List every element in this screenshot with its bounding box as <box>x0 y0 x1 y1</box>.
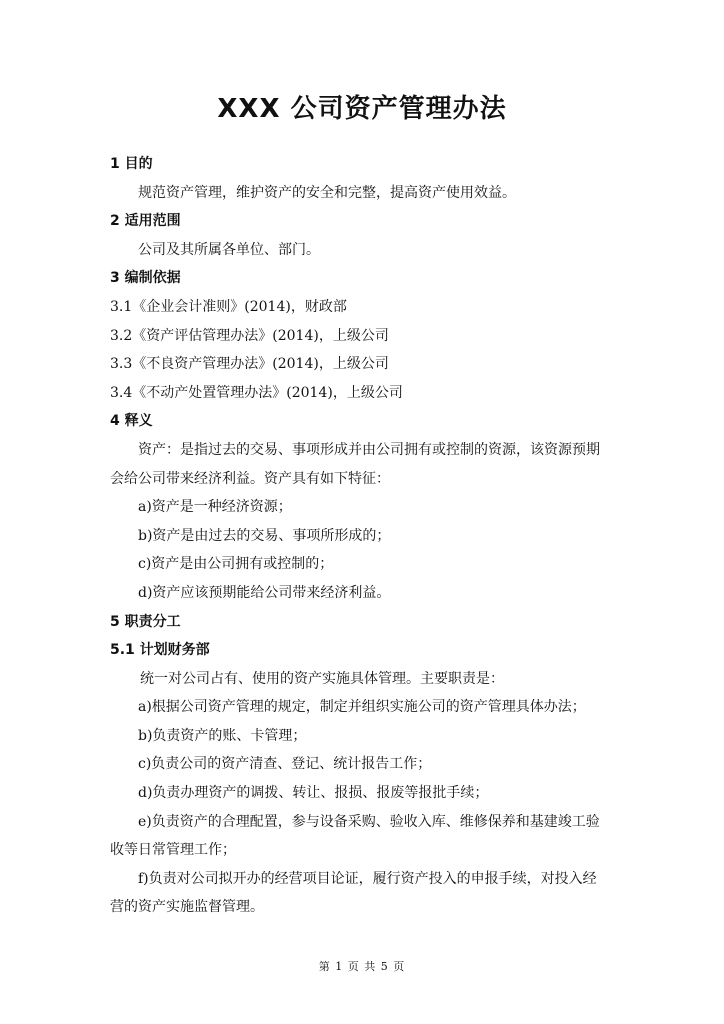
feature-item: b)资产是由过去的交易、事项所形成的； <box>138 527 391 544</box>
duty-item-e-line-1: e)负责资产的合理配置，参与设备采购、验收入库、维修保养和基建竣工验 <box>138 813 600 830</box>
duty-item-f-line-1: f)负责对公司拟开办的经营项目论证，履行资产投入的申报手续，对投入经 <box>138 870 597 887</box>
document-body <box>110 150 630 922</box>
section-2-text: 公司及其所属各单位、部门。 <box>138 241 320 258</box>
page-number-footer: 第 1 页 共 5 页 <box>318 960 406 973</box>
feature-item: c)资产是由公司拥有或控制的； <box>138 556 334 573</box>
basis-item: 3.2《资产评估管理办法》(2014)，上级公司 <box>110 327 389 344</box>
section-3-heading: 3 编制依据 <box>110 270 181 287</box>
duty-item: a)根据公司资产管理的规定，制定并组织实施公司的资产管理具体办法； <box>138 699 586 716</box>
section-2-heading: 2 适用范围 <box>110 213 181 230</box>
definition-text-line-2: 会给公司带来经济利益。资产具有如下特征： <box>110 470 390 487</box>
duty-item: b)负责资产的账、卡管理； <box>138 727 307 744</box>
feature-item: d)资产应该预期能给公司带来经济利益。 <box>138 584 391 601</box>
basis-item: 3.4《不动产处置管理办法》(2014)，上级公司 <box>110 384 403 401</box>
section-5-1-heading: 5.1 计划财务部 <box>110 642 210 659</box>
basis-item: 3.3《不良资产管理办法》(2014)，上级公司 <box>110 356 389 373</box>
section-5-heading: 5 职责分工 <box>110 613 181 630</box>
basis-item: 3.1《企业会计准则》(2014)，财政部 <box>110 298 347 315</box>
feature-item: a)资产是一种经济资源； <box>138 499 292 516</box>
document-title: XXX 公司资产管理办法 <box>217 94 507 124</box>
duty-intro: 统一对公司占有、使用的资产实施具体管理。主要职责是： <box>140 670 504 687</box>
duty-item: c)负责公司的资产清查、登记、统计报告工作； <box>138 756 432 773</box>
duty-item-f-line-2: 营的资产实施监督管理。 <box>110 899 264 916</box>
section-1-heading: 1 目的 <box>110 156 153 172</box>
section-1-text: 规范资产管理，维护资产的安全和完整，提高资产使用效益。 <box>138 184 516 201</box>
definition-text-line-1: 资产：是指过去的交易、事项形成并由公司拥有或控制的资源，该资源预期 <box>138 441 600 458</box>
duty-item: d)负责办理资产的调拨、转让、报损、报废等报批手续； <box>138 785 489 802</box>
section-4-heading: 4 释义 <box>110 413 153 430</box>
duty-item-e-line-2: 收等日常管理工作； <box>110 842 236 859</box>
